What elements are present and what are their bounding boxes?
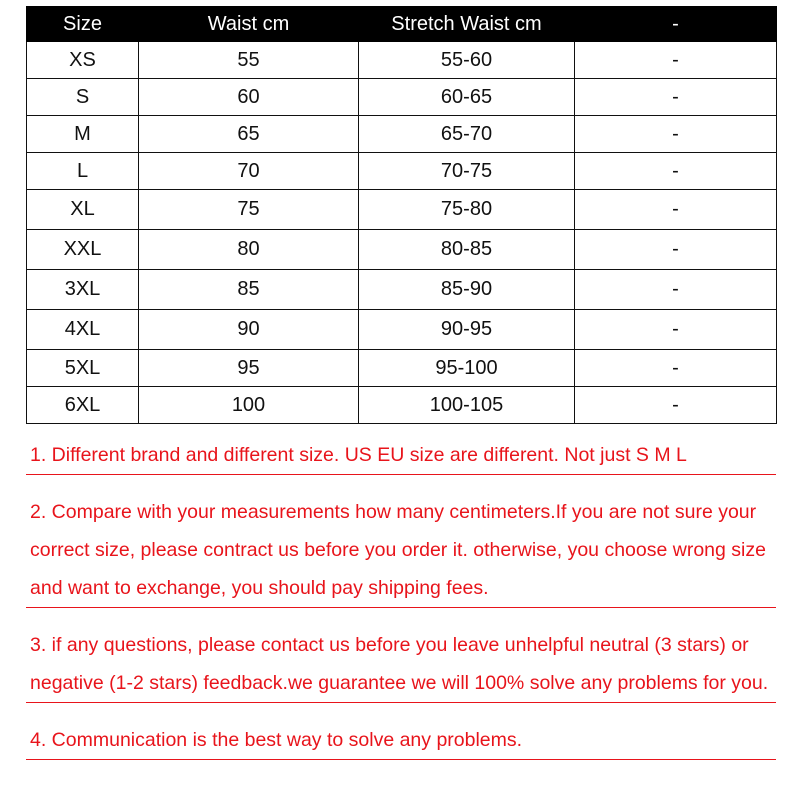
cell-stretch-waist: 55-60 bbox=[359, 42, 575, 79]
note-text: 3. if any questions, please contact us before you leave unhelpful neutral (3 stars) or negative (1-2 stars) feedback.we guarantee we will 100% solve any problems for you. bbox=[30, 634, 769, 694]
table-row bbox=[27, 230, 777, 270]
header-size: Size bbox=[27, 7, 139, 42]
table-row bbox=[27, 310, 777, 350]
size-chart-table bbox=[26, 6, 777, 424]
table-row bbox=[27, 79, 777, 116]
cell-size: S bbox=[27, 79, 139, 116]
table-header-row bbox=[27, 7, 777, 42]
cell-waist: 70 bbox=[139, 153, 359, 190]
cell-stretch-waist: 80-85 bbox=[359, 230, 575, 270]
cell-stretch-waist: 95-100 bbox=[359, 350, 575, 387]
table-row bbox=[27, 190, 777, 230]
table-row bbox=[27, 153, 777, 190]
table-row bbox=[27, 350, 777, 387]
cell-stretch-waist: 60-65 bbox=[359, 79, 575, 116]
header-waist: Waist cm bbox=[139, 7, 359, 42]
cell-extra: - bbox=[575, 387, 777, 424]
cell-size: XS bbox=[27, 42, 139, 79]
table-row bbox=[27, 116, 777, 153]
cell-extra: - bbox=[575, 230, 777, 270]
table-row bbox=[27, 387, 777, 424]
table-row bbox=[27, 270, 777, 310]
cell-extra: - bbox=[575, 350, 777, 387]
cell-waist: 60 bbox=[139, 79, 359, 116]
note-2 bbox=[26, 487, 776, 608]
cell-waist: 80 bbox=[139, 230, 359, 270]
cell-stretch-waist: 90-95 bbox=[359, 310, 575, 350]
cell-stretch-waist: 75-80 bbox=[359, 190, 575, 230]
cell-waist: 95 bbox=[139, 350, 359, 387]
cell-waist: 100 bbox=[139, 387, 359, 424]
header-stretch-waist: Stretch Waist cm bbox=[359, 7, 575, 42]
cell-extra: - bbox=[575, 79, 777, 116]
cell-stretch-waist: 65-70 bbox=[359, 116, 575, 153]
cell-extra: - bbox=[575, 153, 777, 190]
cell-extra: - bbox=[575, 190, 777, 230]
cell-stretch-waist: 70-75 bbox=[359, 153, 575, 190]
cell-extra: - bbox=[575, 116, 777, 153]
cell-size: XXL bbox=[27, 230, 139, 270]
note-4 bbox=[26, 715, 776, 760]
table-row bbox=[27, 42, 777, 79]
cell-size: 5XL bbox=[27, 350, 139, 387]
size-notes bbox=[26, 430, 776, 772]
cell-extra: - bbox=[575, 42, 777, 79]
cell-waist: 90 bbox=[139, 310, 359, 350]
cell-waist: 65 bbox=[139, 116, 359, 153]
cell-size: L bbox=[27, 153, 139, 190]
cell-stretch-waist: 100-105 bbox=[359, 387, 575, 424]
cell-size: 6XL bbox=[27, 387, 139, 424]
cell-extra: - bbox=[575, 310, 777, 350]
cell-size: XL bbox=[27, 190, 139, 230]
cell-waist: 85 bbox=[139, 270, 359, 310]
cell-size: M bbox=[27, 116, 139, 153]
note-text: 1. Different brand and different size. US EU size are different. Not just S M L bbox=[30, 444, 687, 466]
cell-size: 4XL bbox=[27, 310, 139, 350]
note-1 bbox=[26, 430, 776, 475]
cell-waist: 75 bbox=[139, 190, 359, 230]
cell-waist: 55 bbox=[139, 42, 359, 79]
header-extra: - bbox=[575, 7, 777, 42]
cell-extra: - bbox=[575, 270, 777, 310]
note-text: 2. Compare with your measurements how many centimeters.If you are not sure your correct size, please contract us before you order it. otherwise, you choose wrong size and want to exchange, you should pay shipping fees. bbox=[30, 501, 766, 599]
cell-stretch-waist: 85-90 bbox=[359, 270, 575, 310]
cell-size: 3XL bbox=[27, 270, 139, 310]
note-3 bbox=[26, 620, 776, 703]
note-text: 4. Communication is the best way to solve any problems. bbox=[30, 729, 523, 751]
